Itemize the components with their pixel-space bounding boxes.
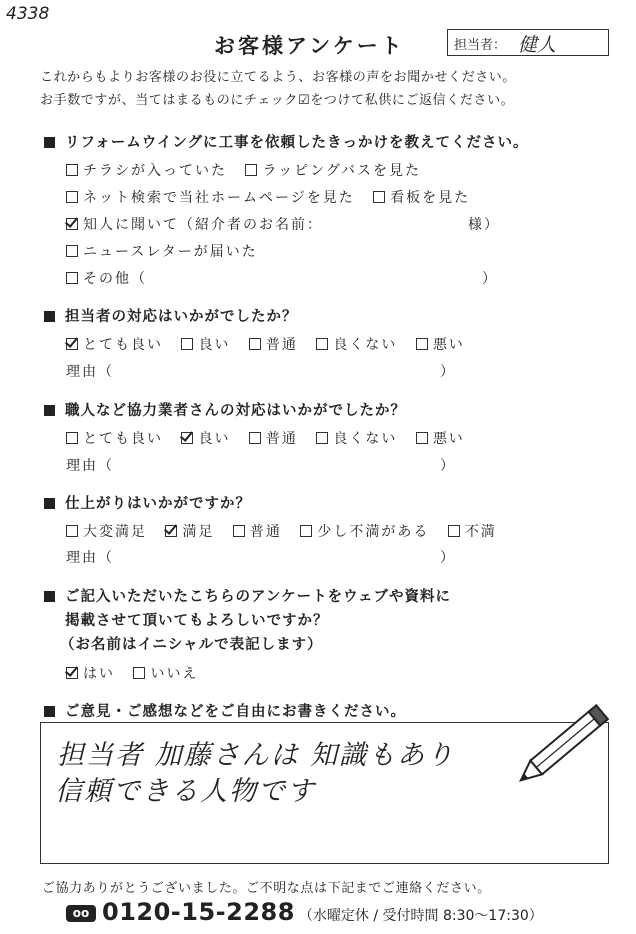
q3-close-paren: ）	[440, 458, 456, 474]
q3-option-good[interactable]: 良い	[181, 431, 230, 447]
q3-heading	[44, 399, 406, 420]
checkbox[interactable]	[181, 338, 193, 350]
q1-row-2	[66, 187, 470, 207]
q4-option-slightly-dissatisfied[interactable]: 少し不満がある	[300, 524, 429, 540]
intro-line-1: これからもよりお客様のお役に立てるよう、お客様の声をお聞かせください。	[40, 70, 517, 85]
q1-row-5	[66, 268, 147, 288]
q5-question-line-3: （お名前はイニシャルで表記します）	[60, 637, 323, 653]
checkbox[interactable]	[66, 525, 78, 537]
q3-question: 職人など協力業者さんの対応はいかがでしたか？	[65, 403, 406, 419]
q5-heading	[44, 585, 451, 606]
pencil-icon	[508, 700, 618, 790]
checkbox[interactable]	[416, 338, 428, 350]
phone-row	[66, 898, 543, 926]
q2-option-bad[interactable]: 悪い	[416, 337, 465, 353]
q5-question-line-2: 掲載させて頂いてもよろしいですか？	[65, 613, 329, 629]
q1-option-web[interactable]: ネット検索で当社ホームページを見た	[66, 190, 355, 206]
checkbox[interactable]	[416, 432, 428, 444]
q1-row-3	[66, 214, 323, 234]
bullet-square	[44, 706, 55, 717]
comment-line-2: 信頼できる人物です	[55, 776, 316, 807]
q3-option-normal[interactable]: 普通	[249, 431, 298, 447]
checkbox[interactable]	[373, 191, 385, 203]
staff-box	[447, 29, 609, 56]
bullet-square	[44, 591, 55, 602]
q2-close-paren: ）	[440, 364, 456, 380]
q4-question: 仕上がりはいかがですか？	[65, 496, 251, 512]
checkbox[interactable]	[66, 191, 78, 203]
checkbox[interactable]	[233, 525, 245, 537]
checkbox-checked[interactable]	[181, 432, 193, 444]
q1-option-other[interactable]: その他（	[66, 271, 147, 287]
q2-heading	[44, 305, 298, 326]
q6-heading	[44, 700, 406, 721]
q6-question: ご意見・ご感想などをご自由にお書きください。	[65, 704, 406, 720]
q3-reason-label: 理由（	[66, 458, 114, 474]
q1-heading	[44, 131, 529, 152]
staff-name: 健人	[518, 34, 557, 56]
checkbox[interactable]	[300, 525, 312, 537]
freedial-icon: oo	[66, 905, 96, 922]
checkbox-checked[interactable]	[66, 667, 78, 679]
q2-question: 担当者の対応はいかがでしたか？	[65, 309, 298, 325]
checkbox[interactable]	[448, 525, 460, 537]
q1-option-sign[interactable]: 看板を見た	[373, 190, 470, 206]
q2-options	[66, 334, 465, 354]
q5-option-no[interactable]: いいえ	[133, 666, 198, 682]
checkbox-checked[interactable]	[66, 338, 78, 350]
q2-option-normal[interactable]: 普通	[249, 337, 298, 353]
bullet-square	[44, 311, 55, 322]
q3-option-bad[interactable]: 悪い	[416, 431, 465, 447]
bullet-square	[44, 137, 55, 148]
q4-heading	[44, 492, 251, 513]
q3-options	[66, 428, 465, 448]
checkbox-checked[interactable]	[66, 218, 78, 230]
q3-option-very-good[interactable]: とても良い	[66, 431, 163, 447]
checkbox[interactable]	[66, 164, 78, 176]
checkbox[interactable]	[249, 432, 261, 444]
q2-option-very-good[interactable]: とても良い	[66, 337, 163, 353]
phone-number[interactable]: 0120-15-2288	[102, 898, 295, 926]
q1-option-newsletter[interactable]: ニュースレターが届いた	[66, 244, 258, 260]
checkbox[interactable]	[316, 432, 328, 444]
q4-close-paren: ）	[440, 550, 456, 566]
checkbox-checked[interactable]	[165, 525, 177, 537]
business-hours: （水曜定休 / 受付時間 8:30〜17:30）	[298, 908, 543, 924]
q1-close-paren: ）	[482, 271, 498, 287]
q4-option-normal[interactable]: 普通	[233, 524, 282, 540]
q1-option-flyer[interactable]: チラシが入っていた	[66, 163, 227, 179]
checkbox[interactable]	[245, 164, 257, 176]
q4-option-satisfied[interactable]: 満足	[165, 524, 214, 540]
q1-row-1	[66, 160, 421, 180]
q4-option-very-satisfied[interactable]: 大変満足	[66, 524, 147, 540]
q4-options	[66, 521, 497, 541]
thanks-text: ご協力ありがとうございました。ご不明な点は下記までご連絡ください。	[42, 881, 491, 896]
q2-option-not-good[interactable]: 良くない	[316, 337, 397, 353]
checkbox[interactable]	[66, 272, 78, 284]
q4-reason-label: 理由（	[66, 550, 114, 566]
checkbox[interactable]	[316, 338, 328, 350]
q1-option-referral[interactable]: 知人に聞いて（紹介者のお名前：	[66, 217, 323, 233]
bullet-square	[44, 405, 55, 416]
checkbox[interactable]	[133, 667, 145, 679]
q4-option-dissatisfied[interactable]: 不満	[448, 524, 497, 540]
q2-option-good[interactable]: 良い	[181, 337, 230, 353]
q5-question-line-1: ご記入いただいたこちらのアンケートをウェブや資料に	[65, 589, 452, 605]
q3-option-not-good[interactable]: 良くない	[316, 431, 397, 447]
q1-row-4	[66, 241, 258, 261]
page-title: お客様アンケート	[214, 34, 405, 58]
form-number: 4338	[6, 4, 50, 24]
staff-label: 担当者：	[454, 38, 507, 53]
q5-options	[66, 663, 198, 683]
checkbox[interactable]	[249, 338, 261, 350]
intro-line-2: お手数ですが、当てはまるものにチェック☑をつけて私供にご返信ください。	[40, 93, 515, 108]
q1-option-bus[interactable]: ラッピングバスを見た	[245, 163, 421, 179]
q1-referrer-suffix: 様）	[468, 217, 500, 233]
q1-question: リフォームウイングに工事を依頼したきっかけを教えてください。	[65, 135, 529, 151]
checkbox[interactable]	[66, 432, 78, 444]
comment-line-1: 担当者 加藤さんは 知識もあり	[57, 740, 456, 771]
checkbox[interactable]	[66, 245, 78, 257]
q2-reason-label: 理由（	[66, 364, 114, 380]
bullet-square	[44, 498, 55, 509]
q5-option-yes[interactable]: はい	[66, 666, 115, 682]
